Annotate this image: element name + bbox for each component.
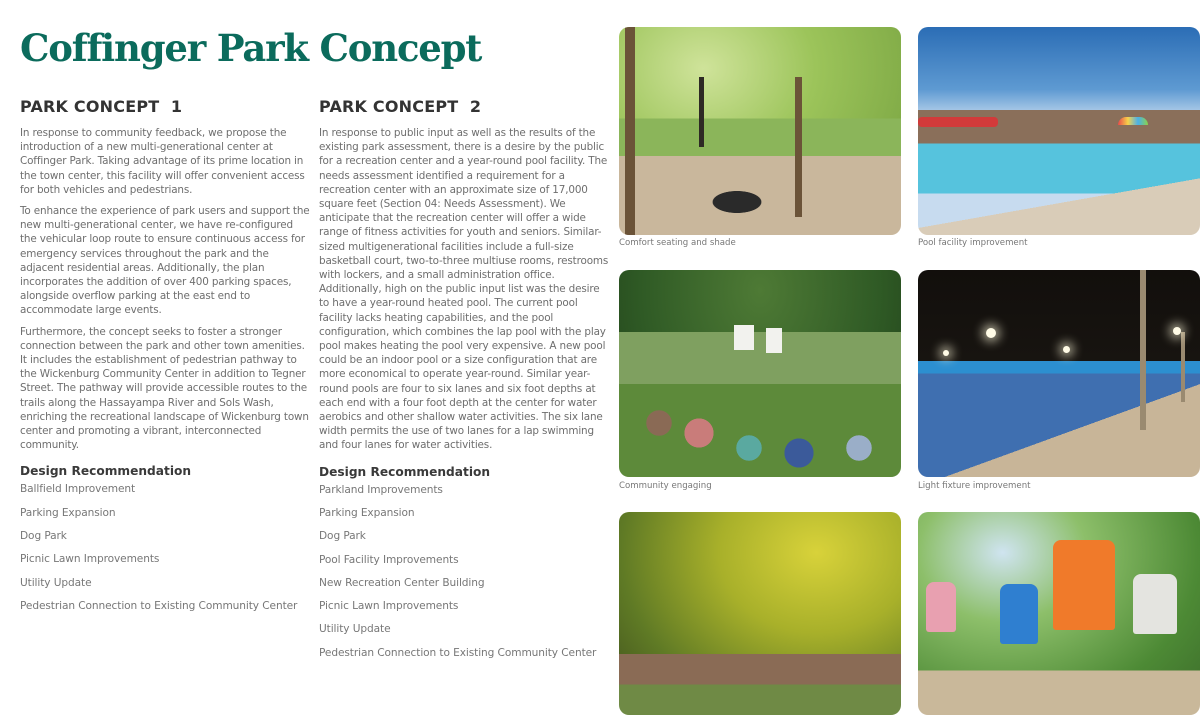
photo-light-fixture (918, 270, 1200, 477)
tree-trunk-shape (699, 77, 704, 147)
concept-2-recommendation-list (319, 483, 609, 669)
photo-community-engaging (619, 270, 901, 477)
page-title: Coffinger Park Concept (20, 26, 482, 70)
recommendation-item: Picnic Lawn Improvements (319, 600, 459, 613)
recommendation-item: Parking Expansion (319, 506, 415, 519)
runner-shape (926, 582, 956, 632)
recommendation-item: Utility Update (20, 576, 92, 589)
light-fixture-shape (1063, 346, 1070, 353)
umbrella-shape (1118, 117, 1148, 125)
light-fixture-shape (943, 350, 949, 356)
runner-shape (1133, 574, 1177, 634)
recommendation-item: Pool Facility Improvements (319, 553, 459, 566)
recommendation-item: Ballfield Improvement (20, 483, 136, 496)
light-fixture-shape (1173, 327, 1181, 335)
concept-2-heading: PARK CONCEPT 2 (319, 97, 482, 116)
umbrella-shape (918, 117, 998, 127)
concept-1-paragraph: To enhance the experience of park users and support the new multi-generational center, we have re-configured the vehicular loop route to ensure continuous access for emergency services throughout the park and the adjacent residential areas. Additionally, the plan incorporates the addition of over 400 parking spaces, alongside overflow parking at the east end to accommodate large events. (20, 205, 310, 317)
light-fixture-shape (986, 328, 996, 338)
recommendation-item: Dog Park (319, 530, 366, 543)
recommendation-item: Picnic Lawn Improvements (20, 553, 160, 566)
concept-1-recommendation-heading: Design Recommendation (20, 464, 192, 479)
recommendation-item: Utility Update (319, 623, 391, 636)
recommendation-item: Pedestrian Connection to Existing Community Center (319, 646, 597, 659)
photo-desert-garden (619, 512, 901, 715)
park-concept-2 (319, 97, 609, 669)
tree-trunk-shape (625, 27, 635, 235)
photo-caption: Community engaging (619, 481, 712, 491)
photo-comfort-seating (619, 27, 901, 235)
recommendation-item: Dog Park (20, 530, 67, 543)
screen-shape (734, 325, 754, 350)
light-pole-shape (1140, 270, 1146, 430)
light-pole-shape (1181, 332, 1185, 402)
concept-1-heading: PARK CONCEPT 1 (20, 97, 183, 116)
photo-caption: Comfort seating and shade (619, 238, 736, 248)
crowd-shape (619, 363, 901, 477)
concept-1-paragraph: In response to community feedback, we propose the introduction of a new multi-generational center at Coffinger Park. Taking advantage of its prime location in the town center, this facility will offer convenient access for both vehicles and pedestrians. (20, 127, 305, 196)
recommendation-item: New Recreation Center Building (319, 576, 485, 589)
runner-shape (1000, 584, 1038, 644)
concept-1-paragraph: Furthermore, the concept seeks to foster a stronger connection between the park and other town amenities. It includes the establishment of pedestrian pathway to the Wickenburg Community Center in addition to Tegner Street. The pathway will provide accessible routes to the trails along the Hassayampa River and Sols Wash, enriching the recreational landscape of Wickenburg town center and promoting a vibrant, interconnected community. (20, 325, 309, 452)
runner-shape (1053, 540, 1115, 630)
recommendation-item: Pedestrian Connection to Existing Community Center (20, 599, 298, 612)
recommendation-item: Parking Expansion (20, 506, 116, 519)
concept-2-recommendation-heading: Design Recommendation (319, 464, 491, 479)
concept-2-paragraph: In response to public input as well as the results of the existing park assessment, there is a desire by the public for a recreation center and a year-round pool facility. The needs assessment identified a requirement for a recreation center with an approximate size of 17,000 square feet (Section 04: Needs Assessment). We anticipate that the recreation center will offer a wide range of fitness activities for youth and seniors. Similar-sized multigenerational facilities include a full-size basketball court, two-to-three multiuse rooms, restrooms with lockers, and a small administration office. Additionally, high on the public input list was the desire to have a year-round heated pool. The current pool facility lacks heating capabilities, and the pool configuration, which combines the lap pool with the play pool makes heating the pool very expensive. A new pool could be an indoor pool or a size configuration that are more economical to operate year-round. Similar year-round pools are four to six lanes and six foot depths at each end with a four foot depth at the center for water aerobics and other shallow water activities. The six lane width permits the use of two lanes for a lap swimming and four lanes for water activities. (319, 127, 609, 452)
tree-trunk-shape (795, 77, 802, 217)
photo-caption: Light fixture improvement (918, 481, 1031, 491)
photo-seniors-jogging (918, 512, 1200, 715)
photo-pool-facility (918, 27, 1200, 235)
recommendation-item: Parkland Improvements (319, 483, 443, 496)
screen-shape (766, 328, 782, 353)
concept-1-recommendation-list (20, 482, 310, 622)
photo-caption: Pool facility improvement (918, 238, 1028, 248)
park-concept-1 (20, 97, 310, 622)
